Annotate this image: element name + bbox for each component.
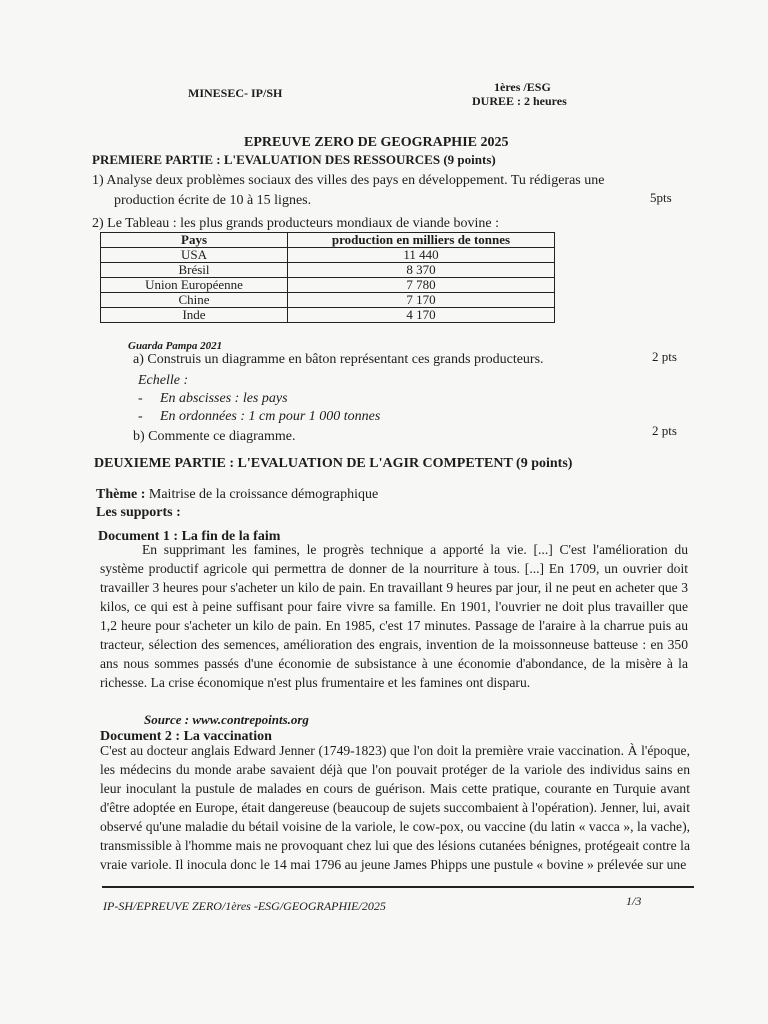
table-source: Guarda Pampa 2021 [128,340,223,352]
table-row [101,263,555,278]
table-cell-country: Inde [101,308,288,323]
doc1-source: Source : www.contrepoints.org [144,712,309,727]
table-header-row [101,233,555,248]
table-row [101,293,555,308]
table-cell-country: Union Européenne [101,278,288,293]
scale-x: - En abscisses : les pays [138,391,288,406]
exam-title: EPREUVE ZERO DE GEOGRAPHIE 2025 [244,135,509,150]
question-b-points: 2 pts [652,423,677,438]
part2-heading: DEUXIEME PARTIE : L'EVALUATION DE L'AGIR COMPETENT (9 points) [94,456,573,471]
header-duration: DUREE : 2 heures [472,94,567,108]
table-cell-production: 7 170 [288,293,555,308]
footer-rule [102,886,694,888]
q1-line2: production écrite de 10 à 15 lignes. [114,193,312,208]
table-row [101,248,555,263]
table-cell-country: USA [101,248,288,263]
doc1-title: Document 1 : La fin de la faim [98,529,281,544]
doc2-title: Document 2 : La vaccination [100,729,272,744]
table-header-country: Pays [101,233,288,248]
part1-heading: PREMIERE PARTIE : L'EVALUATION DES RESSOURCES (9 points) [92,152,496,167]
table-cell-production: 7 780 [288,278,555,293]
question-a: a) Construis un diagramme en bâton représentant ces grands producteurs. [133,352,544,367]
header-class: 1ères /ESG [494,80,551,94]
table-row [101,308,555,323]
supports-label: Les supports : [96,505,181,520]
producers-table [100,232,555,323]
header-ministry: MINESEC- IP/SH [188,86,283,100]
table-row [101,278,555,293]
table-cell-country: Chine [101,293,288,308]
question-b: b) Commente ce diagramme. [133,429,296,444]
scale-y: - En ordonnées : 1 cm pour 1 000 tonnes [138,409,381,424]
scale-label: Echelle : [138,373,189,388]
question-a-points: 2 pts [652,349,677,364]
table-cell-production: 11 440 [288,248,555,263]
table-cell-country: Brésil [101,263,288,278]
q1-points: 5pts [650,190,672,205]
table-cell-production: 4 170 [288,308,555,323]
q2-intro: 2) Le Tableau : les plus grands producteurs mondiaux de viande bovine : [92,216,499,231]
table-cell-production: 8 370 [288,263,555,278]
theme-line: Thème : Maitrise de la croissance démographique [96,487,379,502]
footer-reference: IP-SH/EPREUVE ZERO/1ères -ESG/GEOGRAPHIE/2025 [103,899,386,913]
page-number: 1/3 [626,894,642,908]
q1-line1: 1) Analyse deux problèmes sociaux des villes des pays en développement. Tu rédigeras une [92,173,605,188]
table-header-production: production en milliers de tonnes [288,233,555,248]
doc1-text: En supprimant les famines, le progrès technique a apporté la vie. [...] C'est l'amélioration du système productif agricole qui permettra de donner de la nourriture à tous. [...] En 1709, un ouvrier doit travailler 3 heures pour s'acheter un kilo de pain. En travaillant 9 heures par jour, il ne peut en acheter que 3 kilos, ce qui est à peine suffisant pour faire vivre sa famille. En 1901, l'ouvrier ne doit plus travailler que 1,2 heure pour s'acheter un kilo de pain. En 1985, c'est 17 minutes. Passage de l'araire à la charrue puis au tracteur, sélection des semences, amélioration des engrais, invention de la moissonneuse batteuse : en 350 ans nous sommes passés d'une économie de subsistance à une économie d'abondance, de la misère à la richesse. La crise économique n'est plus frumentaire et les famines ont disparu. [100,542,688,690]
doc2-text: C'est au docteur anglais Edward Jenner (1749-1823) que l'on doit la première vraie vaccination. À l'époque, les médecins du monde arabe savaient déjà que l'on pouvait protéger de la variole des individus sains en leur inoculant la pustule de malades en cours de guérison. Mais cette pratique, courante en Turquie avant d'être adoptée en Europe, était dangereuse (beaucoup de sujets succombaient à l'opération). Jenner, lui, avait observé qu'une maladie du bétail voisine de la variole, le cow-pox, ou vaccine (du latin « vacca », la vache), transmissible à l'homme mais ne provoquant chez lui que des lésions cutanées bénignes, protégeait contre la vraie variole. Il inocula donc le 14 mai 1796 au jeune James Phipps une pustule « bovine » prélevée sur une [100,743,690,872]
